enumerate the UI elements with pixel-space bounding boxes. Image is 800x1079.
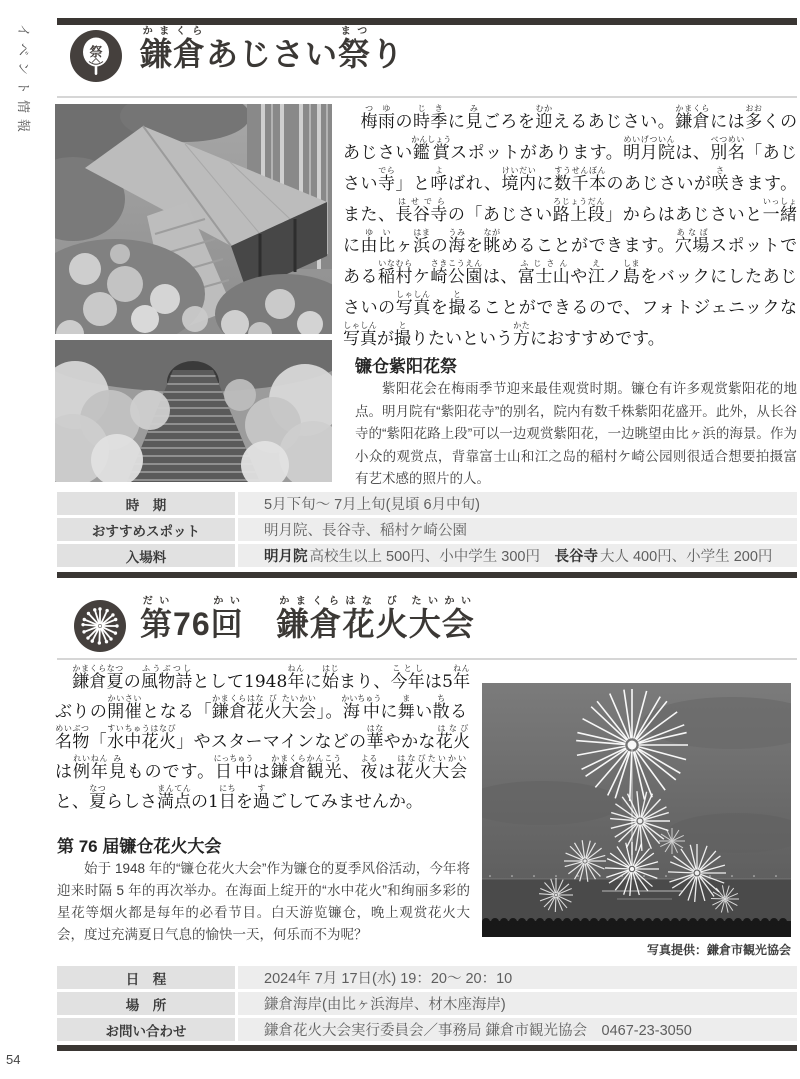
page-number: 54 bbox=[6, 1052, 21, 1067]
section1-japanese-paragraph: 梅雨つゆの時季じきに見みごろを迎むかえるあじさい。鎌倉かまくらには多おおくのあじさい鑑賞かんしょうスポットがあります。明月院めいげついんは、別名べつめい「あじさい寺でら」と呼よばれ、境内けいだいに数千本すうせんぼんのあじさいが咲さきます。また、長谷寺はせでらの「あじさい路上段ろじょうだん」からはあじさいと一緒いっしょに由比ゆいヶ浜はまの海うみを眺ながめることができます。穴場あなばスポットである稲村いなむらケ崎公園さきこうえんは、富士山ふじさんや江えノ島しまをバックにしたあじさいの写真しゃしんを撮とることができるので、フォトジェニックな写真しゃしんが撮とりたいという方かたにおすすめです。 bbox=[343, 104, 798, 349]
section1-title: 鎌かま倉くらあじさい祭まつり bbox=[140, 26, 405, 72]
table-row bbox=[57, 518, 797, 541]
row-label: 場 所 bbox=[57, 992, 235, 1015]
row-value: 明月院 高校生以上 500円、小中学生 300円 長谷寺 大人 400円、小学生 200円 bbox=[238, 544, 797, 567]
top-divider-bar bbox=[57, 18, 797, 25]
table-row bbox=[57, 1018, 797, 1041]
row-label: 入場料 bbox=[57, 544, 235, 567]
row-value: 2024年 7月 17日(水) 19：20〜 20：10 bbox=[238, 966, 797, 989]
row-label: 時 期 bbox=[57, 492, 235, 515]
row-value: 鎌倉花火大会実行委員会／事務局 鎌倉市観光協会 0467-23-3050 bbox=[238, 1018, 797, 1041]
row-value: 明月院、長谷寺、稲村ケ崎公園 bbox=[238, 518, 797, 541]
ajisai-info-table bbox=[57, 492, 797, 570]
fireworks-icon bbox=[74, 600, 126, 652]
table-row bbox=[57, 992, 797, 1015]
festival-kanji: 祭 bbox=[89, 44, 103, 60]
bottom-divider-bar bbox=[57, 1045, 797, 1051]
section2-header-rule bbox=[57, 658, 797, 660]
hydrangea-temple-photo bbox=[55, 104, 332, 334]
section2-japanese-paragraph: 鎌倉かまくら夏なつの風物詩ふうぶつしとして1948年ねんに始はじまり、今年ことしは5年ねんぶりの開催かいさいとなる「鎌かま倉くら花はな火び大たい会かい」。海中かいちゅうに舞まい散ちる名物めいぶつ「水すい中花火ちゅうはなび」やスターマインなどの華はなやかな花火はなびは例年れいねん見みものです。日中にっちゅうは鎌倉観光かまくらかんこう、夜よるは花火大会はなびたいかいと、夏なつらしさ満点まんてんの1日にちを過すごしてみませんか。 bbox=[55, 664, 471, 812]
section-divider-bar bbox=[57, 572, 797, 578]
hydrangea-stairs-photo bbox=[55, 340, 332, 482]
row-value: 鎌倉海岸(由比ヶ浜海岸、材木座海岸) bbox=[238, 992, 797, 1015]
festival-fan-icon bbox=[70, 30, 122, 82]
table-row bbox=[57, 492, 797, 515]
section1-chinese-subheading: 镰仓紫阳花祭 bbox=[355, 357, 457, 376]
table-row bbox=[57, 966, 797, 989]
row-label: お問い合わせ bbox=[57, 1018, 235, 1041]
section2-chinese-paragraph: 始于 1948 年的“镰仓花火大会”作为镰仓的夏季风俗活动，今年将迎来时隔 5 年的再次举办。在海面上绽开的“水中花火”和绚丽多彩的星花等烟火都是每年的必看节目。白天游览镰仓，晚上观赏花火大会，度过充满夏日气息的愉快一天，何乐而不为呢？ bbox=[57, 861, 470, 942]
side-vertical-label: イベント情報 bbox=[16, 24, 31, 139]
row-value: 5月下旬〜 7月上旬(見頃 6月中旬) bbox=[238, 492, 797, 515]
row-label: おすすめスポット bbox=[57, 518, 235, 541]
table-row bbox=[57, 544, 797, 567]
row-label: 日 程 bbox=[57, 966, 235, 989]
fireworks-beach-photo bbox=[482, 683, 791, 937]
section2-chinese-subheading: 第 76 届镰仓花火大会 bbox=[57, 837, 222, 856]
section1-header-rule bbox=[57, 96, 797, 98]
section1-chinese-paragraph: 紫阳花会在梅雨季节迎来最佳观赏时期。镰仓有许多观赏紫阳花的地点。明月院有“紫阳花寺”的别名，院内有数千株紫阳花盛开。此外，从长谷寺的“紫阳花路上段”可以一边观赏紫阳花，一边眺望由比ヶ浜的海景。作为小众的观赏点，背靠富士山和江之岛的稲村ケ崎公园则很适合想要拍摄富有艺术感的照片的人。 bbox=[355, 381, 797, 486]
section2-title: 第だい76回かい 鎌かま倉くら花はな火び大たい会かい bbox=[140, 596, 475, 642]
photo-credit: 写真提供：鎌倉市観光協会 bbox=[646, 943, 791, 957]
fireworks-info-table bbox=[57, 966, 797, 1044]
